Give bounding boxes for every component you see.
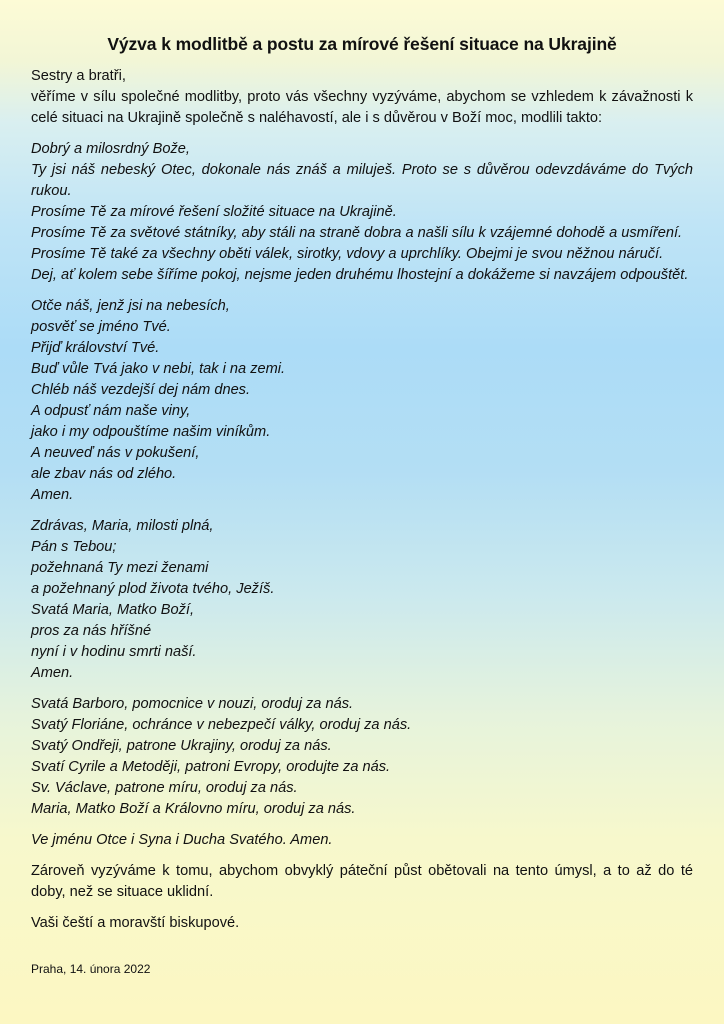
our-father-line: ale zbav nás od zlého. <box>31 466 177 482</box>
hail-mary-line: Amen. <box>31 665 74 681</box>
litany-line: Svatá Barboro, pomocnice v nouzi, oroduj za nás. <box>31 696 354 712</box>
prayer-line: Dej, ať kolem sebe šíříme pokoj, nejsme jeden druhému lhostejní a dokážeme si navzájem odpouštět. <box>31 267 689 283</box>
prayer-line: Dobrý a milosrdný Bože, <box>31 141 190 157</box>
closing-prayer: Ve jménu Otce i Syna i Ducha Svatého. Amen. <box>31 832 333 848</box>
fasting-paragraph: Zároveň vyzýváme k tomu, abychom obvyklý páteční půst obětovali na tento úmysl, a to až do té doby, než se situace uklidní. <box>31 863 693 900</box>
greeting: Sestry a bratři, <box>31 68 126 84</box>
our-father-line: Otče náš, jenž jsi na nebesích, <box>31 298 230 314</box>
hail-mary-line: pros za nás hříšné <box>31 623 152 639</box>
signature: Vaši čeští a moravští biskupové. <box>31 915 240 931</box>
intro-paragraph: věříme v sílu společné modlitby, proto vás všechny vyzýváme, abychom se vzhledem k závažnosti k celé situaci na Ukrajině společně s naléhavostí, ale i s důvěrou v Boží moc, modlili takto: <box>31 89 693 126</box>
our-father-section <box>31 296 693 506</box>
hail-mary-line: požehnaná Ty mezi ženami <box>31 560 209 576</box>
our-father-line: Buď vůle Tvá jako v nebi, tak i na zemi. <box>31 361 286 377</box>
litany-line: Svatý Floriáne, ochránce v nebezpečí války, oroduj za nás. <box>31 717 412 733</box>
hail-mary-line: Zdrávas, Maria, milosti plná, <box>31 518 214 534</box>
fasting-section <box>31 861 693 903</box>
document-date: Praha, 14. února 2022 <box>31 962 151 976</box>
signature-section <box>31 913 693 934</box>
prayer-line: Prosíme Tě za mírové řešení složité situace na Ukrajině. <box>31 204 397 220</box>
intro-section <box>31 66 693 129</box>
litany-line: Svatí Cyrile a Metoději, patroni Evropy, orodujte za nás. <box>31 759 391 775</box>
prayer-line: Prosíme Tě také za všechny oběti válek, sirotky, vdovy a uprchlíky. Obejmi je svou něžnou náručí. <box>31 246 664 262</box>
hail-mary-line: Svatá Maria, Matko Boží, <box>31 602 195 618</box>
closing-prayer-section <box>31 830 693 851</box>
hail-mary-line: a požehnaný plod života tvého, Ježíš. <box>31 581 275 597</box>
litany-section <box>31 694 693 820</box>
hail-mary-section <box>31 516 693 684</box>
prayer-line: Ty jsi náš nebeský Otec, dokonale nás znáš a miluješ. Proto se s důvěrou odevzdáváme do Tvých rukou. <box>31 162 693 199</box>
prayer-section <box>31 139 693 286</box>
our-father-line: Chléb náš vezdejší dej nám dnes. <box>31 382 251 398</box>
hail-mary-line: nyní i v hodinu smrti naší. <box>31 644 197 660</box>
our-father-line: Amen. <box>31 487 74 503</box>
document-body <box>31 66 693 934</box>
our-father-line: jako i my odpouštíme našim viníkům. <box>31 424 271 440</box>
prayer-line: Prosíme Tě za světové státníky, aby stáli na straně dobra a našli sílu k vzájemné dohodě a usmíření. <box>31 225 683 241</box>
hail-mary-line: Pán s Tebou; <box>31 539 117 555</box>
our-father-line: A neuveď nás v pokušení, <box>31 445 200 461</box>
our-father-line: posvěť se jméno Tvé. <box>31 319 171 335</box>
our-father-line: Přijď království Tvé. <box>31 340 160 356</box>
litany-line: Svatý Ondřeji, patrone Ukrajiny, oroduj za nás. <box>31 738 332 754</box>
litany-line: Sv. Václave, patrone míru, oroduj za nás. <box>31 780 298 796</box>
document-title: Výzva k modlitbě a postu za mírové řešení situace na Ukrajině <box>107 34 617 54</box>
litany-line: Maria, Matko Boží a Královno míru, oroduj za nás. <box>31 801 356 817</box>
our-father-line: A odpusť nám naše viny, <box>31 403 191 419</box>
